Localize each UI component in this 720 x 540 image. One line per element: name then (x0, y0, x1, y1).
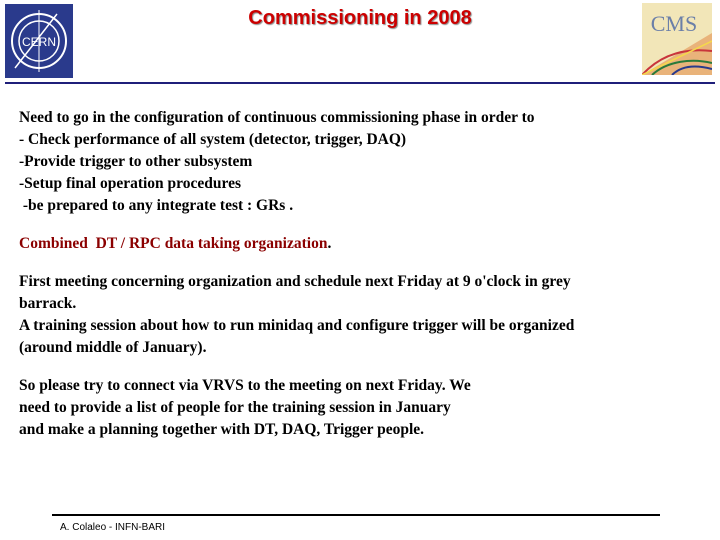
cern-logo-icon (5, 4, 73, 78)
cern-logo-text: CERN (21, 35, 57, 49)
closing-paragraph (19, 375, 709, 441)
section-heading-text: Combined DT / RPC data taking organization (19, 235, 328, 252)
header-divider (5, 82, 715, 84)
closing-line: need to provide a list of people for the training session in January (19, 399, 451, 416)
meeting-line: A training session about how to run minidaq and configure trigger will be organized (19, 317, 575, 334)
section-heading (19, 233, 709, 255)
closing-line: and make a planning together with DT, DAQ, Trigger people. (19, 421, 425, 438)
meeting-line: (around middle of January). (19, 339, 207, 356)
footer-author: A. Colaleo - INFN-BARI (60, 522, 166, 533)
intro-paragraph (19, 107, 709, 217)
slide-body (19, 107, 709, 441)
intro-line: Need to go in the configuration of continuous commissioning phase in order to (19, 109, 535, 126)
cms-logo-text: CMS (650, 11, 698, 36)
intro-line: -be prepared to any integrate test : GRs . (19, 197, 294, 214)
meeting-line: First meeting concerning organization and schedule next Friday at 9 o'clock in grey (19, 273, 571, 290)
meeting-line: barrack. (19, 295, 77, 312)
cms-logo-icon (642, 3, 712, 75)
page-title: Commissioning in 2008 (248, 7, 472, 29)
footer-divider (52, 514, 660, 516)
intro-line: -Setup final operation procedures (19, 175, 242, 192)
intro-line: - Check performance of all system (detector, trigger, DAQ) (19, 131, 407, 148)
meeting-paragraph (19, 271, 709, 359)
intro-line: -Provide trigger to other subsystem (19, 153, 253, 170)
closing-line: So please try to connect via VRVS to the meeting on next Friday. We (19, 377, 471, 394)
section-heading-period: . (327, 235, 332, 252)
